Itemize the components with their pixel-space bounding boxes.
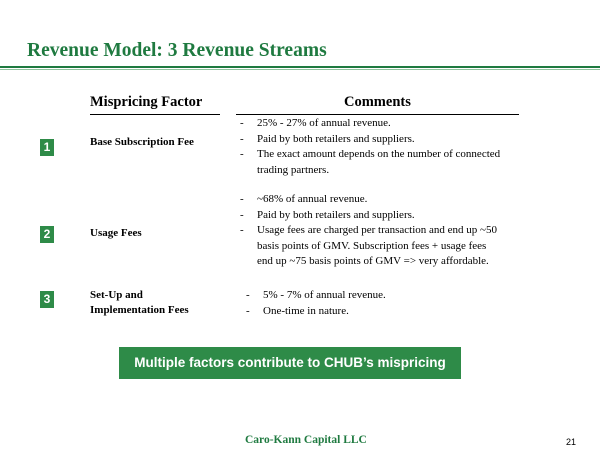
bullet-dash: - <box>240 148 244 160</box>
row-number-badge: 2 <box>40 226 54 243</box>
comment-item <box>246 304 386 320</box>
comment-item <box>240 239 497 255</box>
row-number-badge: 3 <box>40 291 54 308</box>
factor-label-line: Implementation Fees <box>90 304 189 316</box>
bullet-dash: - <box>240 208 244 221</box>
column-header-comments: Comments <box>344 94 411 110</box>
comment-text: end up ~75 basis points of GMV => very affordable. <box>257 255 489 267</box>
comment-text: 25% - 27% of annual revenue. <box>257 117 391 129</box>
page-number: 21 <box>566 437 577 447</box>
comment-text: One-time in nature. <box>263 304 349 317</box>
comment-item <box>240 223 497 239</box>
summary-banner: Multiple factors contribute to CHUB’s mispricing <box>119 347 461 379</box>
comment-list <box>240 116 500 178</box>
comment-text: The exact amount depends on the number of connected <box>257 148 501 160</box>
factor-label <box>90 288 189 318</box>
comment-text: Paid by both retailers and suppliers. <box>257 208 415 221</box>
header-underline-comments <box>236 114 519 115</box>
bullet-dash: - <box>246 289 250 301</box>
comment-item <box>240 192 497 208</box>
comment-item <box>240 254 497 270</box>
title-rule-accent <box>0 69 600 70</box>
title-rule <box>0 66 600 68</box>
comment-text: trading partners. <box>257 163 330 176</box>
bullet-dash: - <box>246 304 250 317</box>
header-underline-factor <box>90 114 220 115</box>
slide-title: Revenue Model: 3 Revenue Streams <box>27 40 327 61</box>
factor-label-line: Usage Fees <box>90 227 142 239</box>
comment-list <box>246 288 386 319</box>
comment-item <box>240 116 500 132</box>
column-header-factor: Mispricing Factor <box>90 94 203 110</box>
comment-text: ~68% of annual revenue. <box>257 193 368 205</box>
comment-item <box>240 163 500 179</box>
comment-text: Paid by both retailers and suppliers. <box>257 132 415 145</box>
factor-label <box>90 135 194 150</box>
factor-label-line: Base Subscription Fee <box>90 136 194 148</box>
comment-item <box>246 288 386 304</box>
comment-item <box>240 147 500 163</box>
factor-label <box>90 226 142 241</box>
comment-item <box>240 208 497 224</box>
bullet-dash: - <box>240 117 244 129</box>
comment-text: basis points of GMV. Subscription fees + usage fees <box>257 239 487 252</box>
bullet-dash: - <box>240 193 244 205</box>
row-number-badge: 1 <box>40 139 54 156</box>
comment-list <box>240 192 497 270</box>
bullet-dash: - <box>240 132 244 145</box>
factor-label-line: Set-Up and <box>90 289 143 301</box>
footer-company: Caro-Kann Capital LLC <box>245 434 367 446</box>
comment-text: Usage fees are charged per transaction and end up ~50 <box>257 224 498 236</box>
bullet-dash: - <box>240 224 244 236</box>
comment-item <box>240 132 500 148</box>
comment-text: 5% - 7% of annual revenue. <box>263 289 386 301</box>
